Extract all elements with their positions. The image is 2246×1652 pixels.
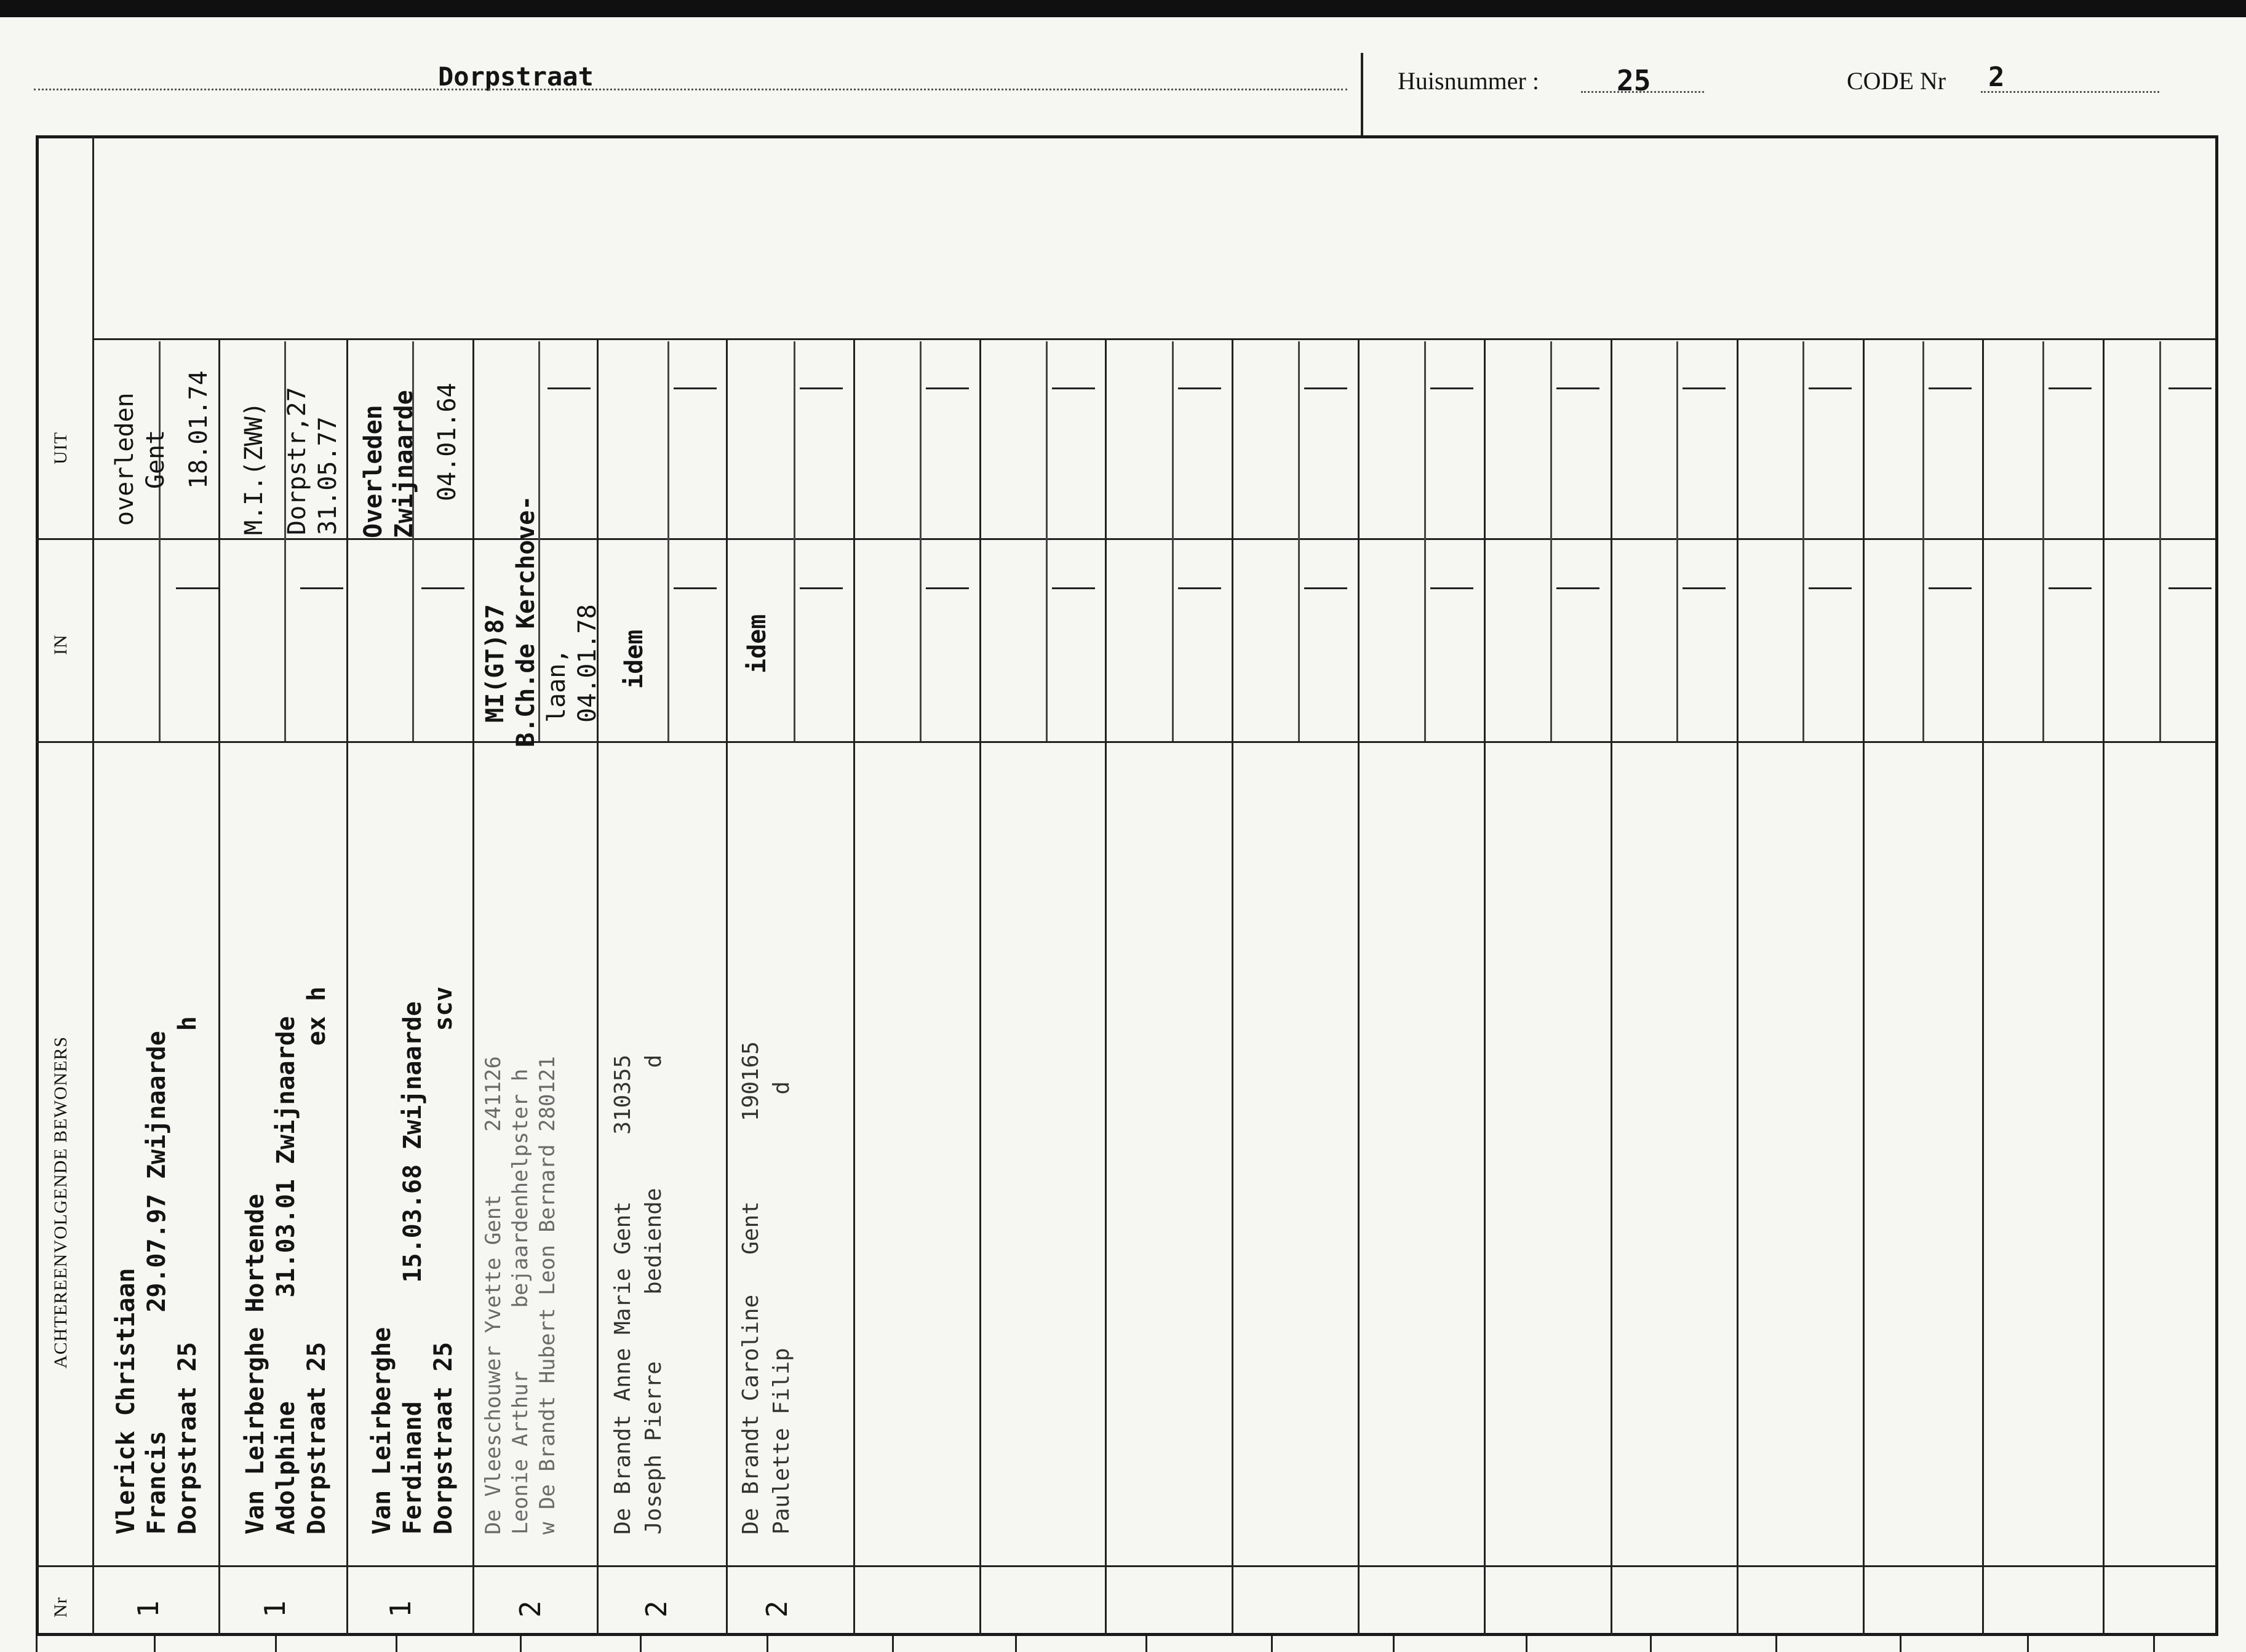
column-divider: [218, 338, 220, 1636]
column-divider: [1863, 338, 1865, 1636]
resident-line: Ferdinand 15.03.68 Zwijnaarde: [399, 1001, 427, 1535]
resident-line: Van Leirberghe: [368, 1327, 396, 1535]
in-line: idem: [620, 629, 648, 689]
resident-line: Joseph Pierre bediende d: [641, 1054, 666, 1535]
resident-line: Adolphine 31.03.01 Zwijnaarde: [272, 1016, 300, 1535]
resident-line: Van Leirberghe Hortende: [241, 1194, 269, 1535]
sub-column-divider: [1298, 341, 1300, 741]
uit-line: Gent: [141, 429, 170, 489]
code-label: CODE Nr: [1847, 67, 1946, 95]
sub-column-divider: [1424, 341, 1426, 741]
in-entry: [480, 496, 603, 747]
uit-line: 04.01.64: [433, 383, 461, 501]
sub-column-divider: [1046, 341, 1048, 741]
bewoners-column-label: ACHTEREENVOLGENDE BEWONERS: [50, 1036, 71, 1368]
empty-cell-dash: [421, 587, 464, 589]
resident-line: Vlerick Christiaan: [112, 1268, 140, 1535]
resident-line: De Brandt Caroline Gent 190165: [738, 1041, 763, 1535]
column-divider: [1232, 338, 1233, 1636]
column-divider: [1484, 338, 1486, 1636]
empty-cell-dash: [2168, 387, 2212, 389]
in-line: 04.01.78: [573, 604, 602, 723]
nr-value: 2: [760, 1600, 794, 1618]
column-divider: [346, 338, 348, 1636]
uit-entry: [358, 383, 463, 538]
empty-cell-dash: [1809, 587, 1852, 589]
register-table: [36, 135, 2218, 1636]
column-divider: [2103, 338, 2105, 1636]
uit-line: Zwijnaarde: [390, 390, 418, 538]
house-number-label: Huisnummer :: [1398, 67, 1539, 95]
uit-line: Overleden: [359, 405, 388, 538]
empty-cell-dash: [2049, 587, 2092, 589]
sub-column-divider: [2159, 341, 2161, 741]
empty-cell-dash: [674, 587, 717, 589]
street-name: Dorpstraat: [438, 62, 594, 92]
resident-line: Dorpstraat 25 scv: [429, 986, 458, 1535]
sub-column-divider: [920, 341, 922, 741]
bottom-tick: [1650, 1636, 1652, 1652]
uit-line: 31.05.77: [314, 416, 342, 535]
bottom-tick: [1015, 1636, 1017, 1652]
empty-cell-dash: [1052, 587, 1095, 589]
band-divider-bewoners-nr: [36, 1565, 2216, 1567]
column-divider: [1737, 338, 1738, 1636]
bottom-tick: [767, 1636, 768, 1652]
empty-cell-dash: [1929, 587, 1972, 589]
empty-cell-dash: [674, 387, 717, 389]
sub-column-divider: [1676, 341, 1678, 741]
empty-cell-dash: [1304, 387, 1347, 389]
bottom-tick: [892, 1636, 894, 1652]
header-separator: [1361, 53, 1363, 135]
sub-column-divider: [1172, 341, 1174, 741]
bottom-tick: [154, 1636, 156, 1652]
empty-cell-dash: [1683, 587, 1726, 589]
sub-column-divider: [1550, 341, 1552, 741]
sub-column-divider: [2042, 341, 2044, 741]
bottom-tick: [1271, 1636, 1273, 1652]
empty-cell-dash: [926, 587, 969, 589]
house-number-value: 25: [1617, 64, 1651, 97]
sub-column-divider: [667, 341, 669, 741]
empty-cell-dash: [176, 587, 219, 589]
empty-cell-dash: [1430, 587, 1473, 589]
in-line: laan,: [543, 648, 571, 723]
band-divider-in-bewoners: [36, 741, 2216, 743]
empty-cell-dash: [1430, 387, 1473, 389]
nr-value: 2: [514, 1600, 547, 1618]
bottom-tick: [520, 1636, 522, 1652]
column-divider: [1982, 338, 1984, 1636]
bottom-tick: [275, 1636, 277, 1652]
empty-cell-dash: [1178, 387, 1221, 389]
uit-line: 18.01.74: [185, 370, 213, 489]
uit-line: Dorpstr,27: [283, 387, 311, 535]
street-dotted-line: [34, 89, 1347, 90]
column-divider: [1358, 338, 1360, 1636]
nr-value: 1: [384, 1600, 417, 1618]
uit-column-label: UIT: [50, 432, 71, 464]
in-line: MI(GT)87: [481, 604, 509, 723]
resident-line: De Vleeschouwer Yvette Gent 241126: [481, 1056, 506, 1535]
bewoners-entry: [736, 1041, 797, 1535]
in-line: idem: [743, 614, 771, 673]
bewoners-entry: [608, 1055, 669, 1535]
nr-value: 1: [132, 1600, 165, 1618]
resident-line: Paulette Filip d: [769, 1081, 794, 1535]
column-divider: [979, 338, 981, 1636]
in-column-label: IN: [50, 634, 71, 655]
bottom-tick: [396, 1636, 397, 1652]
empty-cell-dash: [1052, 387, 1095, 389]
bottom-tick: [2027, 1636, 2029, 1652]
column-divider: [726, 338, 728, 1636]
bewoners-entry: [240, 987, 332, 1535]
empty-cell-dash: [1178, 587, 1221, 589]
column-divider: [853, 338, 855, 1636]
sub-column-divider: [1802, 341, 1804, 741]
sub-column-divider: [1922, 341, 1924, 741]
empty-cell-dash: [300, 587, 343, 589]
uit-entry: [239, 387, 343, 535]
bottom-tick: [1526, 1636, 1527, 1652]
scan-top-border: [0, 0, 2246, 17]
empty-cell-dash: [800, 587, 843, 589]
empty-cell-dash: [1556, 587, 1599, 589]
nr-value: 2: [640, 1600, 673, 1618]
bottom-tick: [1775, 1636, 1777, 1652]
resident-line: De Brandt Anne Marie Gent 310355: [610, 1054, 635, 1535]
nr-column-label: Nr: [50, 1597, 71, 1618]
empty-cell-dash: [2049, 387, 2092, 389]
code-dotted-line: [1981, 91, 2159, 93]
empty-cell-dash: [926, 387, 969, 389]
empty-cell-dash: [1556, 387, 1599, 389]
bewoners-entry: [111, 1016, 203, 1535]
nr-value: 1: [258, 1600, 292, 1618]
empty-cell-dash: [1929, 387, 1972, 389]
house-number-dotted-line: [1581, 91, 1704, 93]
resident-line: w De Brandt Hubert Leon Bernard 280121: [535, 1056, 560, 1535]
code-number-value: 2: [1988, 62, 2005, 93]
in-entry: [742, 614, 773, 673]
empty-cell-dash: [800, 387, 843, 389]
uit-entry: [110, 370, 214, 526]
empty-cell-dash: [1683, 387, 1726, 389]
empty-cell-dash: [1809, 387, 1852, 389]
bottom-tick: [36, 1636, 38, 1652]
band-divider-uit-in: [36, 538, 2216, 540]
empty-cell-dash: [1304, 587, 1347, 589]
empty-cell-dash: [2168, 587, 2212, 589]
bewoners-entry: [480, 1056, 561, 1535]
bottom-tick: [2153, 1636, 2155, 1652]
bottom-tick: [1900, 1636, 1902, 1652]
resident-line: Dorpstraat 25 h: [173, 1016, 202, 1535]
column-divider: [1611, 338, 1612, 1636]
uit-line: overleden: [111, 392, 139, 526]
band-divider-top: [92, 338, 2216, 340]
bottom-tick: [1145, 1636, 1147, 1652]
in-entry: [619, 630, 650, 689]
column-divider: [1105, 338, 1107, 1636]
bewoners-entry: [367, 987, 459, 1535]
sub-column-divider: [794, 341, 795, 741]
label-column-divider: [92, 135, 94, 1636]
bottom-tick: [1393, 1636, 1395, 1652]
column-divider: [472, 338, 474, 1636]
bottom-tick: [640, 1636, 642, 1652]
uit-line: M.I.(ZWW): [240, 402, 268, 535]
resident-line: Leonie Arthur bejaardenhelpster h: [508, 1068, 533, 1535]
resident-line: Francis 29.07.97 Zwijnaarde: [143, 1031, 171, 1535]
resident-line: Dorpstraat 25 ex h: [303, 986, 331, 1535]
empty-cell-dash: [548, 387, 591, 389]
in-line: B.Ch.de Kerchove-: [512, 495, 540, 747]
